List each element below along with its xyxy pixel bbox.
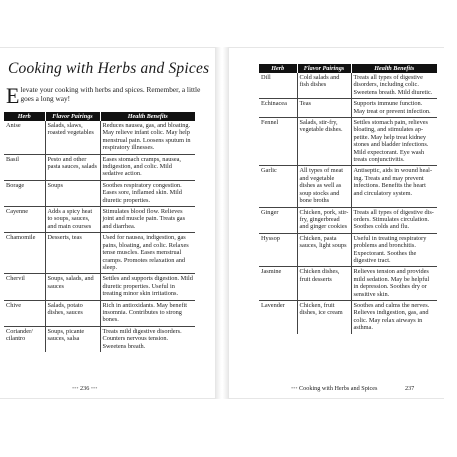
flavor-pairings-cell: Soups, picante sauces, salsa [45, 326, 100, 352]
flavor-pairings-cell: Soups, salads, and sauces [45, 274, 100, 300]
herb-cell: Anise [4, 121, 45, 154]
flavor-pairings-cell: Salads, slaws, roasted vegetables [45, 121, 100, 154]
herb-table-left [4, 112, 195, 352]
health-benefits-cell: Settles stomach pain, relieves bloating, and stimulates appetite. May help treat kidney stones and bladder infections. Mild expectorant. Eye wash treats conjunctivitis. [351, 118, 437, 166]
flavor-pairings-cell: Adds a spicy heat to soups, sauces, and main courses [45, 207, 100, 233]
table-row [259, 99, 437, 118]
health-benefits-cell: Useful in treating respiratory problems and bronchitis. Expectorant. Soothes the digestive tract. [351, 233, 437, 267]
flavor-pairings-cell: Chicken dishes, fruit desserts [297, 267, 351, 301]
flavor-pairings-cell: Chicken, fruit dishes, ice cream [297, 300, 351, 333]
herb-cell: Basil [4, 154, 45, 180]
flavor-pairings-cell: Salads, potato dishes, sauces [45, 300, 100, 326]
health-benefits-cell: Treats mild digestive disorders. Counters nervous tension. Sweetens breath. [102, 327, 182, 350]
herb-cell: Dill [259, 73, 297, 99]
health-benefits-cell: Relieves tension and provides mild sedation. May be helpful in depression. Soothes dry or sensitive skin. [351, 267, 437, 301]
right-page [228, 47, 444, 399]
herb-cell: Echinacea [259, 99, 297, 118]
drop-cap: E [6, 83, 20, 108]
health-benefits-cell: Antiseptic, aids in wound healing. Treats and may prevent infections. Benefits the heart and circulatory system. [351, 166, 437, 207]
health-benefits-cell: Stimulates blood flow. Relieves joint and muscle pain. Treats gas and diarrhea. [100, 207, 195, 233]
book-gutter [216, 47, 228, 399]
table-row [259, 207, 437, 233]
health-benefits-cell: Reduces nausea, gas, and bloating. May relieve infant colic. May help menstrual pain. Loosens sputum in respiratory illnesses. [100, 121, 195, 154]
herb-cell: Ginger [259, 207, 297, 233]
flavor-pairings-cell: All types of meat and vegetable dishes as well as soup stocks and bone broths [297, 166, 351, 207]
table-row [4, 121, 195, 154]
page-footer-right: ••• Cooking with Herbs and Spices 237 [291, 385, 415, 392]
table-header-row [4, 112, 195, 121]
table-row [4, 154, 195, 180]
herb-cell: Jasmine [259, 267, 297, 301]
header-flavor-pairings: Flavor Pairings [297, 64, 351, 73]
table-row [4, 207, 195, 233]
herb-cell: Lavender [259, 300, 297, 333]
page-number: 236 [80, 385, 90, 392]
herb-cell: Chervil [4, 274, 45, 300]
table-header-row [259, 64, 437, 73]
page-footer-left: ••• 236 ••• [72, 385, 98, 392]
flavor-pairings-cell: Chicken, pork, stir-fry, gingerbread and ginger cookies [297, 207, 351, 233]
flavor-pairings-cell: Soups [45, 180, 100, 206]
table-row [259, 300, 437, 333]
table-row [4, 326, 195, 352]
table-row [4, 233, 195, 274]
table-row [259, 233, 437, 267]
health-benefits-cell: Soothes and calms the nerves. Relieves indigestion, gas, and colic. May relax airways in asthma. [353, 301, 430, 332]
herb-cell: Coriander/ cilantro [4, 326, 45, 352]
flavor-pairings-cell: Pesto and other pasta sauces, salads [45, 154, 100, 180]
flavor-pairings-cell: Chicken, pasta sauces, light soups [297, 233, 351, 267]
intro-paragraph [6, 83, 202, 108]
table-row [259, 166, 437, 207]
table-row [4, 300, 195, 326]
flavor-pairings-cell: Teas [297, 99, 351, 118]
header-health-benefits: Health Benefits [351, 64, 437, 73]
table-row [4, 180, 195, 206]
health-benefits-cell: Supports immune function. May treat or prevent infection. [351, 99, 437, 118]
table-row [259, 267, 437, 301]
health-benefits-cell: Settles and supports digestion. Mild diuretic properties. Useful in treating minor skin irritations. [100, 274, 195, 300]
herb-cell: Fennel [259, 118, 297, 166]
header-herb: Herb [259, 64, 297, 73]
herb-cell: Cayenne [4, 207, 45, 233]
health-benefits-cell: Rich in antioxidants. May benefit insomnia. Contributes to strong bones. [100, 300, 195, 326]
intro-text: levate your cooking with herbs and spices. Remember, a little goes a long way! [20, 85, 201, 104]
herb-cell: Borage [4, 180, 45, 206]
page-title: Cooking with Herbs and Spices [8, 60, 210, 77]
health-benefits-cell: Used for nausea, indigestion, gas pains, bloating, and colic. Relaxes tense muscles. Eases menstrual cramps. Promotes relaxation and sleep. [100, 233, 195, 274]
flavor-pairings-cell: Salads, stir-fry, vegetable dishes. [297, 118, 351, 166]
health-benefits-cell: Eases stomach cramps, nausea, indigestion, and colic. Mild sedative action. [100, 154, 195, 180]
running-title: Cooking with Herbs and Spices [299, 385, 378, 392]
flavor-pairings-cell: Cold salads and fish dishes [297, 73, 351, 99]
herb-cell: Chive [4, 300, 45, 326]
herb-cell: Chamomile [4, 233, 45, 274]
header-health-benefits: Health Benefits [100, 112, 195, 121]
herb-cell: Garlic [259, 166, 297, 207]
page-number: 237 [404, 385, 415, 392]
flavor-pairings-cell: Desserts, teas [45, 233, 100, 274]
health-benefits-cell: Soothes respiratory congestion. Eases sore, inflamed skin. Mild diuretic properties. [100, 180, 195, 206]
herb-table-right [259, 64, 437, 334]
health-benefits-cell: Treats all types of digestive disorders, including colic. Sweetens breath. Mild diuretic. [351, 73, 437, 99]
table-row [259, 118, 437, 166]
header-flavor-pairings: Flavor Pairings [45, 112, 100, 121]
left-page [0, 47, 216, 399]
header-herb: Herb [4, 112, 45, 121]
table-row [4, 274, 195, 300]
table-row [259, 73, 437, 99]
herb-cell: Hyssop [259, 233, 297, 267]
health-benefits-cell: Treats all types of digestive disorders. Stimulates circulation. Soothes colds and flu. [351, 207, 437, 233]
